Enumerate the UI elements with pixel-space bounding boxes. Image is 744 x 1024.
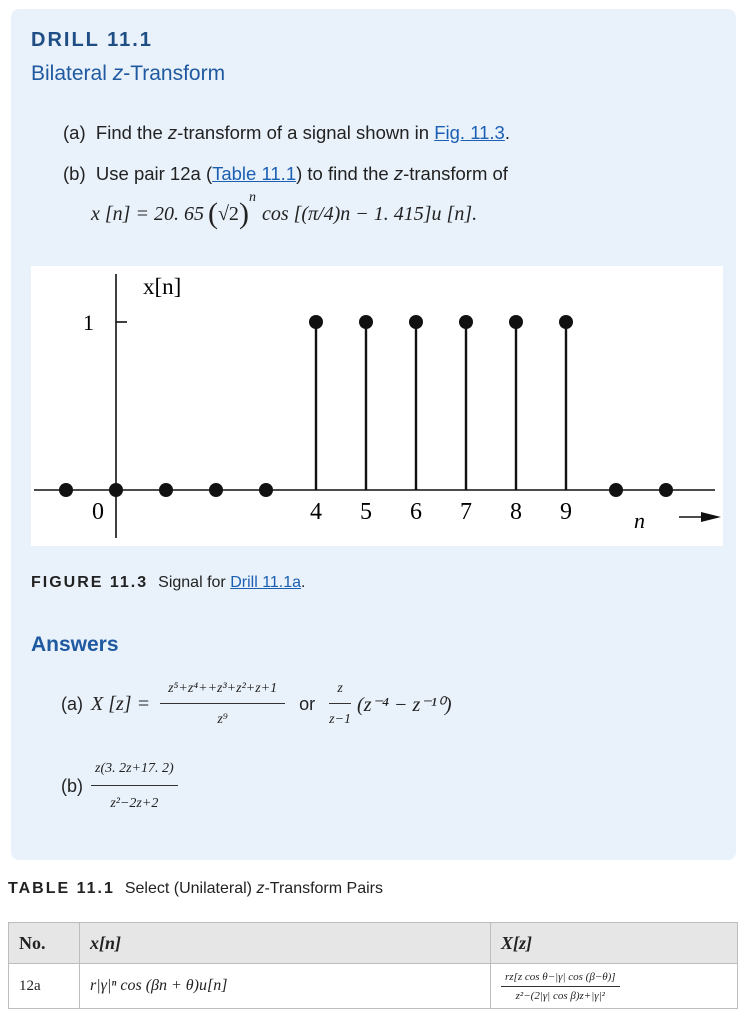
answer-a-fraction2 [329, 681, 351, 728]
z-transform-table [8, 922, 738, 1009]
cell-xz-fraction [501, 971, 620, 1002]
question-a-post: . [504, 122, 510, 143]
drill-box [11, 9, 736, 860]
drill-title-pre: Bilateral [31, 62, 113, 85]
drill-title-post: -Transform [123, 62, 226, 85]
y-axis-label: x[n] [143, 274, 182, 299]
figure-label: FIGURE 11.3 [31, 574, 149, 591]
answer-b [61, 761, 178, 812]
question-b-label: (b) [63, 163, 86, 184]
table-label: TABLE 11.1 [8, 880, 115, 897]
x-tick-label: 7 [460, 499, 472, 525]
formula-exp: n [248, 190, 256, 205]
formula-left: x [n] = 20. 65 [91, 202, 204, 225]
question-b-post: -transform of [403, 163, 508, 184]
answer-b-num: z(3. 2z+17. 2) [91, 761, 178, 786]
question-b-formula [91, 190, 478, 231]
cell-no: 12a [9, 964, 80, 1009]
stem-point [659, 483, 673, 497]
x-tick-label: 5 [360, 499, 372, 525]
header-xn: x[n] [80, 923, 491, 964]
drill-link[interactable]: Drill 11.1a [230, 574, 302, 591]
y-tick-label: 1 [83, 310, 94, 335]
header-no: No. [9, 923, 80, 964]
question-a [63, 122, 510, 144]
stem-point [609, 483, 623, 497]
question-b-pre: Use pair 12a ( [95, 163, 213, 184]
stem-point [559, 315, 573, 329]
formula-sqrt: √2 [217, 202, 239, 225]
stem-point [109, 483, 123, 497]
x-axis-label: n [634, 508, 645, 533]
cell-xz-den: z²−(2|γ| cos β)z+|γ|² [515, 989, 605, 1002]
question-a-var: z [167, 122, 178, 143]
stems [59, 315, 673, 497]
table-link[interactable]: Table 11.1 [212, 163, 297, 184]
table-caption-pre: Select (Unilateral) [124, 880, 257, 897]
answer-b-label: (b) [61, 776, 83, 796]
answer-a-tail: (z⁻⁴ − z⁻¹⁰) [357, 694, 452, 716]
x-tick-label: 4 [310, 499, 322, 525]
table-caption [8, 880, 383, 898]
answer-a-den: z⁹ [217, 712, 228, 727]
paren-open: ( [207, 197, 218, 230]
header-xz: X[z] [491, 923, 738, 964]
stem-plot [31, 266, 723, 546]
stem-point [309, 315, 323, 329]
answers-title: Answers [31, 633, 119, 656]
question-a-pre: Find the [95, 122, 168, 143]
question-b-mid: ) to find the [296, 163, 394, 184]
answer-a-lhs: X [z] = [91, 693, 151, 715]
x-tick-label: 6 [410, 499, 422, 525]
table-row [9, 964, 738, 1009]
stem-point [159, 483, 173, 497]
x-tick-label: 8 [510, 499, 522, 525]
cell-xn: r|γ|ⁿ cos (βn + θ)u[n] [80, 964, 491, 1009]
stem-point [59, 483, 73, 497]
drill-title [31, 62, 225, 86]
answer-a-fraction [160, 681, 285, 728]
figure-caption [31, 574, 306, 592]
question-a-mid: -transform of a signal shown in [177, 122, 435, 143]
question-b-var: z [393, 163, 404, 184]
paren-close: ) [238, 197, 249, 230]
formula-right: cos [(π/4)n − 1. 415]u [n]. [261, 202, 478, 225]
answer-b-fraction [91, 761, 178, 812]
table-caption-post: -Transform Pairs [264, 880, 383, 897]
x-axis-arrow-icon [701, 512, 721, 522]
stem-figure [31, 266, 723, 546]
x-tick-label: 9 [560, 499, 572, 525]
answer-a-num2: z [329, 681, 350, 704]
stem-point [409, 315, 423, 329]
question-b [63, 163, 508, 185]
answer-b-den: z²−2z+2 [110, 796, 159, 811]
answer-a [61, 681, 452, 728]
stem-point [259, 483, 273, 497]
drill-label: DRILL 11.1 [31, 29, 153, 51]
x-tick-labels [92, 499, 572, 525]
fig-link[interactable]: Fig. 11.3 [434, 122, 505, 143]
answer-a-label: (a) [61, 694, 83, 714]
stem-point [509, 315, 523, 329]
table-caption-var: z [256, 880, 265, 897]
x-tick-label: 0 [92, 499, 104, 525]
answer-a-num: z⁵+z⁴++z³+z²+z+1 [160, 681, 285, 704]
stem-point [359, 315, 373, 329]
drill-title-var: z [112, 62, 124, 85]
cell-xz-num: rz[z cos θ−|γ| cos (β−θ)] [501, 971, 620, 987]
question-a-label: (a) [63, 122, 86, 143]
figure-caption-post: . [301, 574, 306, 591]
table-header-row [9, 923, 738, 964]
answer-a-or: or [299, 694, 316, 714]
stem-point [209, 483, 223, 497]
cell-xz [491, 964, 738, 1009]
answer-a-den2: z−1 [329, 712, 352, 727]
stem-point [459, 315, 473, 329]
figure-caption-pre: Signal for [158, 574, 231, 591]
